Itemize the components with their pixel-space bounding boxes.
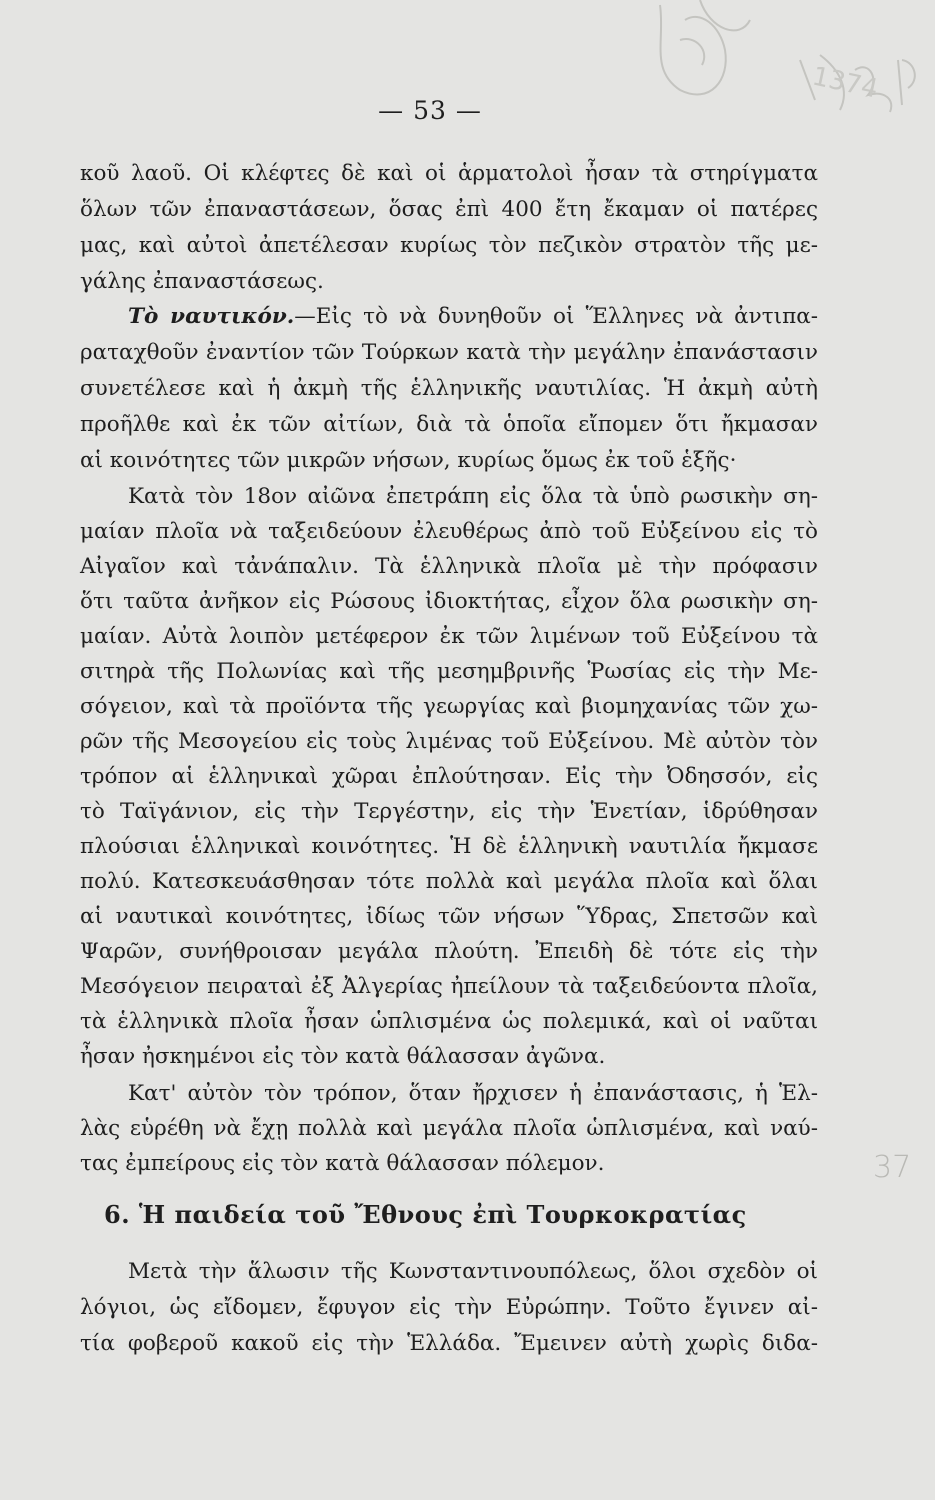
text-line: Ψαρῶν, συνήθροισαν μεγάλα πλούτη. Ἐπειδὴ δὲ τότε εἰς τὴν [80,939,818,964]
text-line: Κατ' αὐτὸν τὸν τρόπον, ὅταν ἤρχισεν ἡ ἐπανάστασις, ἡ Ἑλ- [128,1081,818,1106]
text-line: μας, καὶ αὐτοὶ ἀπετέλεσαν κυρίως τὸν πεζικὸν στρατὸν τῆς με- [80,233,818,258]
text-line: μαίαν. Αὐτὰ λοιπὸν μετέφερον ἐκ τῶν λιμένων τοῦ Εὐξείνου τὰ [80,624,818,649]
text-line: λόγιοι, ὡς εἴδομεν, ἔφυγον εἰς τὴν Εὐρώπην. Τοῦτο ἔγινεν αἰ- [80,1295,818,1320]
text-line: αἱ ναυτικαὶ κοινότητες, ἰδίως τῶν νήσων Ὕδρας, Σπετσῶν καὶ [80,904,818,929]
text-line: Κατὰ τὸν 18ον αἰῶνα ἐπετράπη εἰς ὅλα τὰ ὑπὸ ρωσικὴν ση- [128,484,818,509]
text-line: ὅλων τῶν ἐπαναστάσεων, ὅσας ἐπὶ 400 ἔτη ἔκαμαν οἱ πατέρες [80,197,818,222]
text-line: τρόπον αἱ ἑλληνικαὶ χῶραι ἐπλούτησαν. Εἰς τὴν Ὀδησσόν, εἰς [80,764,818,789]
text-line: τὰ ἑλληνικὰ πλοῖα ἦσαν ὡπλισμένα ὡς πολεμικά, καὶ οἱ ναῦται [80,1009,818,1034]
text-line: Αἰγαῖον καὶ τἀνάπαλιν. Τὰ ἑλληνικὰ πλοῖα μὲ τὴν πρόφασιν [80,554,818,579]
text-fragment: —Εἰς τὸ νὰ δυνηθοῦν οἱ Ἕλληνες νὰ ἀντιπα- [294,304,818,329]
text-line: λὰς εὑρέθη νὰ ἔχῃ πολλὰ καὶ μεγάλα πλοῖα ὡπλισμένα, καὶ ναύ- [80,1116,818,1141]
text-line: σιτηρὰ τῆς Πολωνίας καὶ τῆς μεσημβρινῆς Ῥωσίας εἰς τὴν Με- [80,659,818,684]
text-line: τας ἐμπείρους εἰς τὸν κατὰ θάλασσαν πόλεμον. [80,1151,605,1176]
text-line: ραταχθοῦν ἐναντίον τῶν Τούρκων κατὰ τὴν μεγάλην ἐπανάστασιν [80,340,818,365]
pencil-annotation: 1374 [809,61,881,105]
text-line: μαίαν πλοῖα νὰ ταξειδεύουν ἐλευθέρως ἀπὸ τοῦ Εὐξείνου εἰς τὸ [80,519,818,544]
text-line: σόγειον, καὶ τὰ προϊόντα τῆς γεωργίας καὶ βιομηχανίας τῶν χω- [80,694,818,719]
section-heading: 6. Ἡ παιδεία τοῦ Ἔθνους ἐπὶ Τουρκοκρατίας [104,1200,747,1229]
text-line: Μετὰ τὴν ἅλωσιν τῆς Κωνσταντινουπόλεως, ὅλοι σχεδὸν οἱ [128,1259,818,1284]
text-line: τὸ Ταϊγάνιον, εἰς τὴν Τεργέστην, εἰς τὴν Ἑνετίαν, ἱδρύθησαν [80,799,818,824]
text-line: προῆλθε καὶ ἐκ τῶν αἰτίων, διὰ τὰ ὁποῖα εἴπομεν ὅτι ἤκμασαν [80,412,818,437]
text-line: γάλης ἐπαναστάσεως. [80,269,324,294]
text-line: πλούσιαι ἑλληνικαὶ κοινότητες. Ἡ δὲ ἑλληνικὴ ναυτιλία ἤκμασε [80,834,818,859]
text-line: ἦσαν ἠσκημένοι εἰς τὸν κατὰ θάλασσαν ἀγῶνα. [80,1044,606,1069]
text-line-with-heading [128,300,818,334]
text-line: συνετέλεσε καὶ ἡ ἀκμὴ τῆς ἑλληνικῆς ναυτιλίας. Ἡ ἀκμὴ αὐτὴ [80,376,818,401]
text-line: πολύ. Κατεσκευάσθησαν τότε πολλὰ καὶ μεγάλα πλοῖα καὶ ὅλαι [80,869,818,894]
inline-heading-navy: Τὸ ναυτικόν. [128,304,295,329]
text-line: ρῶν τῆς Μεσογείου εἰς τοὺς λιμένας τοῦ Εὐξείνου. Μὲ αὐτὸν τὸν [80,729,818,754]
text-line: τία φοβεροῦ κακοῦ εἰς τὴν Ἑλλάδα. Ἔμεινεν αὐτὴ χωρὶς διδα- [80,1331,818,1356]
margin-annotation: 37 [873,1150,912,1185]
page-number: — 53 — [378,96,482,125]
text-line: κοῦ λαοῦ. Οἱ κλέφτες δὲ καὶ οἱ ἁρματολοὶ ἦσαν τὰ στηρίγματα [80,161,818,186]
text-line: αἱ κοινότητες τῶν μικρῶν νήσων, κυρίως ὅμως ἐκ τοῦ ἑξῆς· [80,448,737,473]
text-line: Μεσόγειον πειραταὶ ἐξ Ἀλγερίας ἠπείλουν τὰ ταξειδεύοντα πλοῖα, [80,974,818,999]
text-line: ὅτι ταῦτα ἀνῆκον εἰς Ρώσους ἰδιοκτήτας, εἶχον ὅλα ρωσικὴν ση- [80,589,818,614]
